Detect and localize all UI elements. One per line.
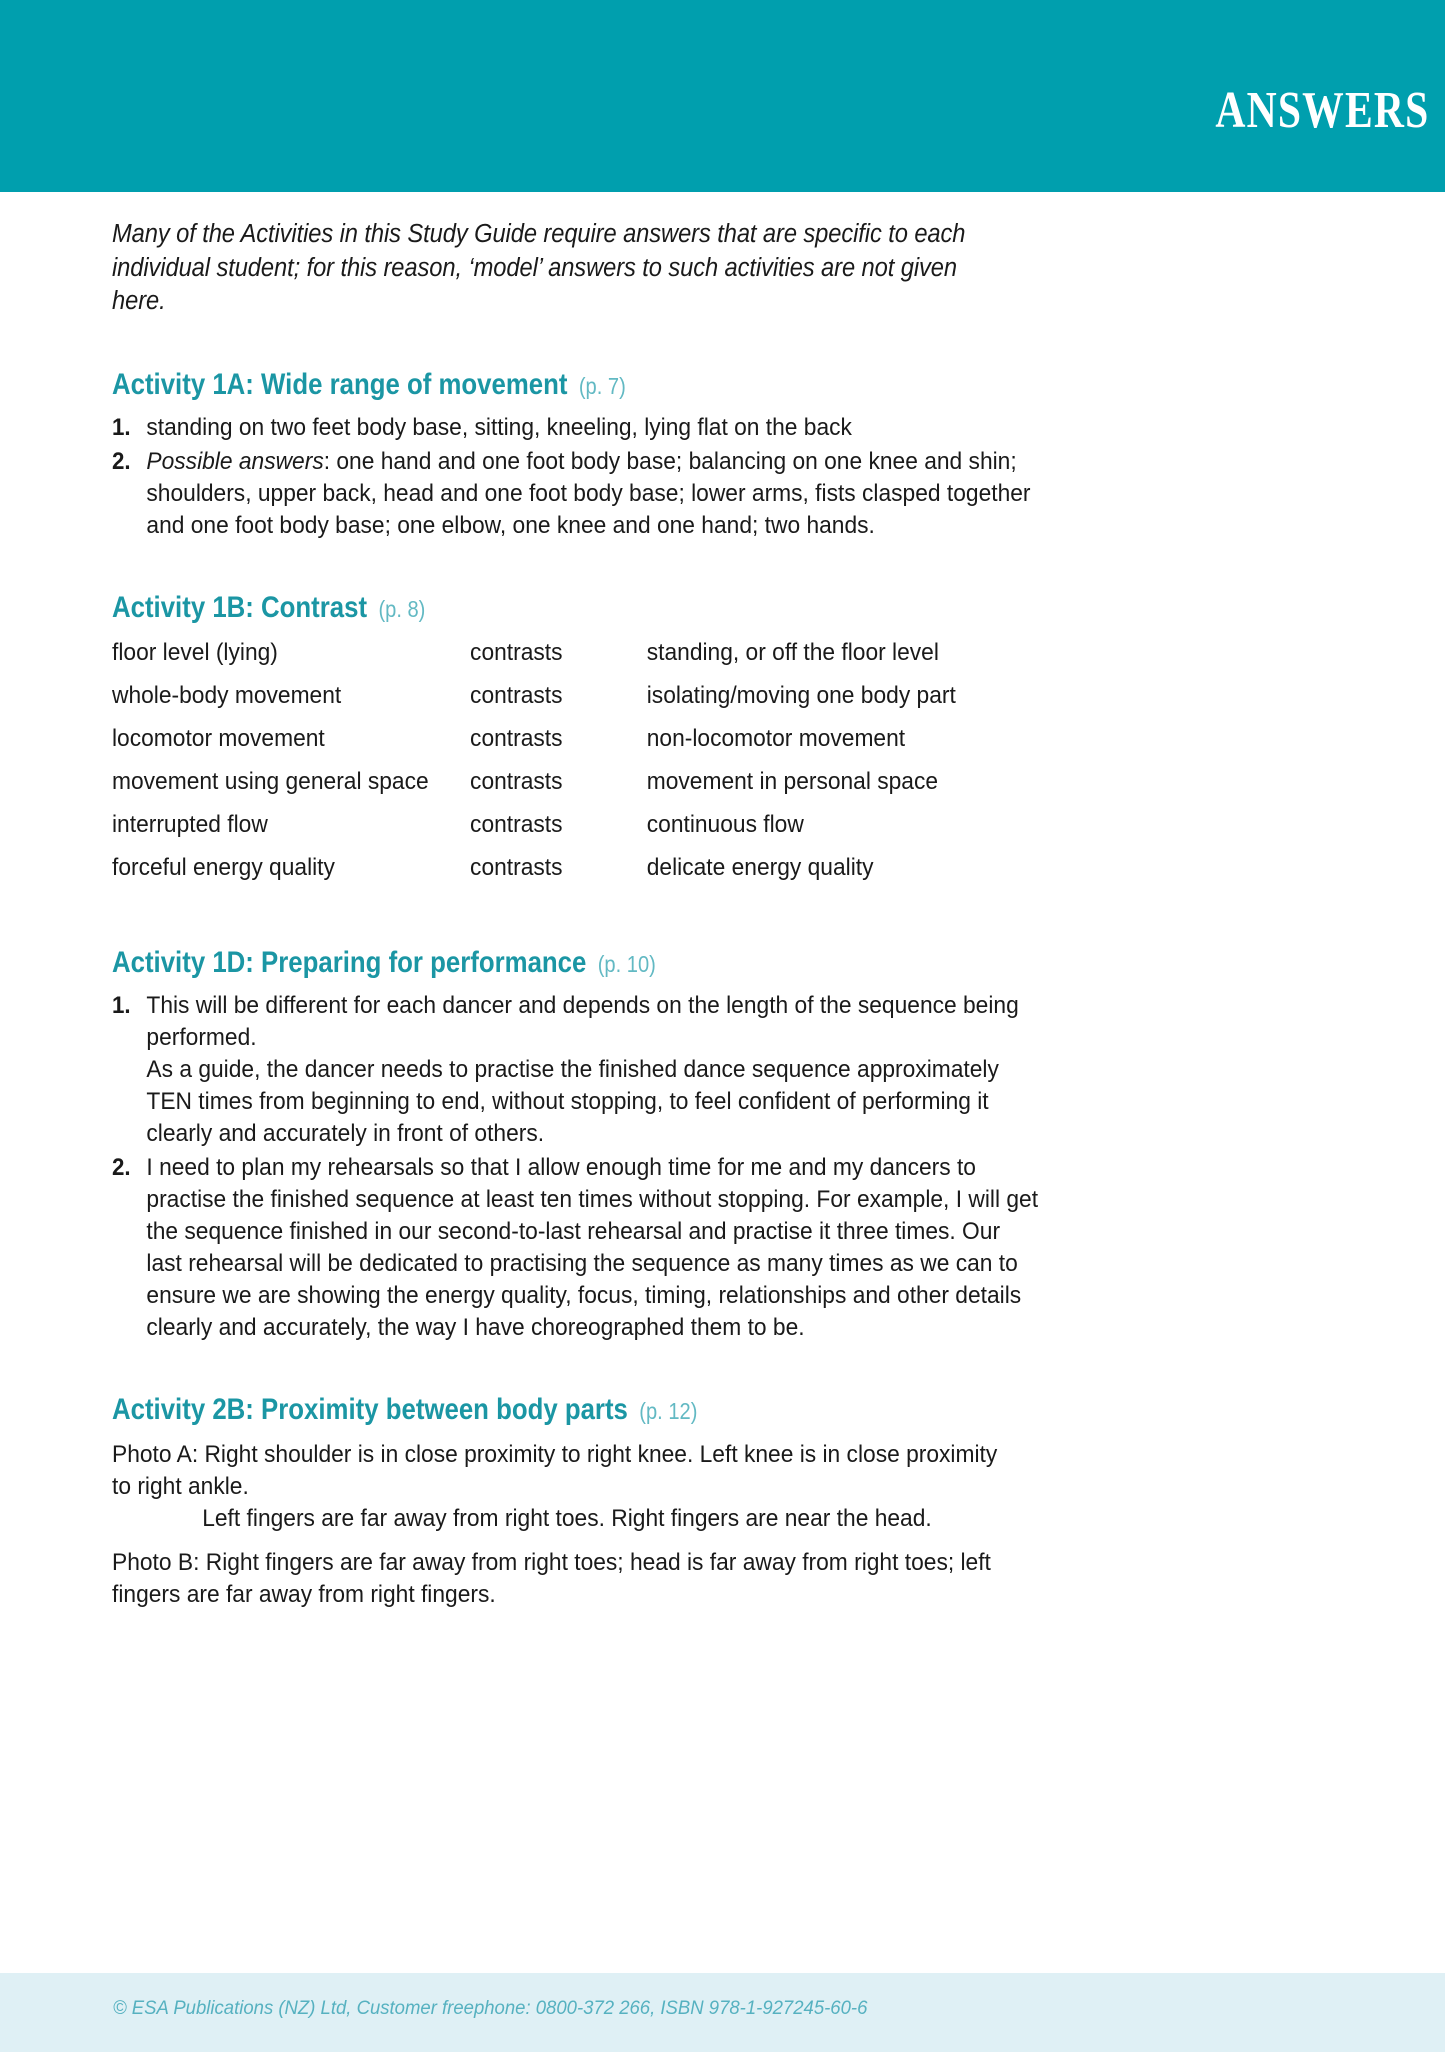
- contrast-right: movement in personal space: [646, 767, 939, 795]
- activity-heading-2b: [112, 1390, 925, 1429]
- photo-a-row: [112, 1439, 1009, 1535]
- list-text: : one hand and one foot body base; balancing on one knee and shin; shoulders, upper back, head and one foot body base; lower arms, fists clasped together and one foot body base; one elbow, one knee and one hand; two hands.: [146, 447, 1031, 539]
- list-marker: 1.: [112, 992, 131, 1020]
- table-row: [112, 727, 1005, 770]
- contrast-mid: contrasts: [470, 810, 563, 838]
- list-text-italic-lead: Possible answers: [146, 447, 324, 475]
- document-body: [112, 218, 1039, 1613]
- photo-b-row: [112, 1547, 1009, 1611]
- activity-heading-1b: [112, 588, 925, 627]
- list-item: [112, 990, 1039, 1150]
- photo-b-label: Photo B:: [112, 1548, 206, 1576]
- contrast-right: standing, or off the floor level: [646, 638, 939, 666]
- activity-page-ref-2b: (p. 12): [639, 1397, 698, 1424]
- contrast-left: locomotor movement: [112, 724, 325, 752]
- list-marker: 1.: [112, 413, 131, 441]
- activity-title-1d: Activity 1D: Preparing for performance: [112, 945, 587, 979]
- photo-a-line1: Right shoulder is in close proximity to right knee. Left knee is in close proximity to right ankle.: [112, 1441, 998, 1501]
- list-item: [112, 412, 1039, 444]
- contrast-left: whole-body movement: [112, 681, 342, 709]
- contrast-right: non-locomotor movement: [646, 724, 906, 752]
- list-marker: 2.: [112, 1154, 131, 1182]
- photo-b-line1: Right fingers are far away from right toes; head is far away from right toes; left fingers are far away from right fingers.: [112, 1548, 991, 1608]
- intro-paragraph: Many of the Activities in this Study Guide require answers that are specific to each individual student; for this reason, ‘model’ answers to such activities are not given here.: [112, 220, 966, 316]
- contrast-right: delicate energy quality: [646, 853, 874, 881]
- contrast-mid: contrasts: [470, 767, 563, 795]
- contrast-left: forceful energy quality: [112, 853, 335, 881]
- activity-page-ref-1d: (p. 10): [597, 950, 656, 977]
- activity-title-1b: Activity 1B: Contrast: [112, 590, 368, 624]
- table-row: [112, 684, 1005, 727]
- contrast-table: [112, 638, 1005, 899]
- list-text: This will be different for each dancer and depends on the length of the sequence being performed.: [146, 992, 1019, 1052]
- photo-answers: [112, 1439, 1009, 1611]
- activity-page-ref-1a: (p. 7): [578, 372, 626, 399]
- table-row: [112, 813, 1005, 856]
- list-text: I need to plan my rehearsals so that I allow enough time for me and my dancers to practise the finished sequence at least ten times without stopping. For example, I will get the sequence finished in our second-to-last rehearsal and practise it three times. Our last rehearsal will be dedicated to practising the sequence as many times as we can to ensure we are showing the energy quality, focus, timing, relationships and other details clearly and accurately, the way I have choreographed them to be.: [146, 1154, 1039, 1341]
- activity-title-2b: Activity 2B: Proximity between body parts: [112, 1392, 628, 1426]
- contrast-left: movement using general space: [112, 767, 429, 795]
- contrast-left: interrupted flow: [112, 810, 268, 838]
- header-banner: [0, 0, 1445, 192]
- photo-a-label: Photo A:: [112, 1441, 205, 1469]
- list-item: [112, 1152, 1039, 1344]
- activity-heading-1d: [112, 943, 925, 982]
- answer-list-1d: [112, 990, 1039, 1344]
- list-text: standing on two feet body base, sitting, kneeling, lying flat on the back: [146, 413, 852, 441]
- list-item: [112, 446, 1039, 542]
- contrast-mid: contrasts: [470, 681, 563, 709]
- photo-a-line2: Left fingers are far away from right toes. Right fingers are near the head.: [202, 1505, 932, 1532]
- contrast-mid: contrasts: [470, 853, 563, 881]
- table-row: [112, 770, 1005, 813]
- contrast-mid: contrasts: [470, 724, 563, 752]
- activity-heading-1a: [112, 365, 925, 404]
- footer-copyright: © ESA Publications (NZ) Ltd, Customer freephone: 0800-372 266, ISBN 978-1-927245-60-6: [113, 1997, 868, 2019]
- table-row: [112, 641, 1005, 684]
- footer-bar: [0, 1973, 1445, 2052]
- answer-list-1a: [112, 412, 1031, 542]
- activity-title-1a: Activity 1A: Wide range of movement: [112, 367, 568, 401]
- contrast-right: isolating/moving one body part: [646, 681, 956, 709]
- page-title: ANSWERS: [1215, 82, 1430, 139]
- contrast-right: continuous flow: [646, 810, 804, 838]
- activity-page-ref-1b: (p. 8): [378, 595, 426, 622]
- contrast-left: floor level (lying): [112, 638, 278, 666]
- list-text-continuation: As a guide, the dancer needs to practise the finished dance sequence approximately TEN times from beginning to end, without stopping, to feel confident of performing it clearly and accurately in front of others.: [146, 1056, 999, 1148]
- list-marker: 2.: [112, 447, 131, 475]
- table-row: [112, 856, 1005, 899]
- contrast-mid: contrasts: [470, 638, 563, 666]
